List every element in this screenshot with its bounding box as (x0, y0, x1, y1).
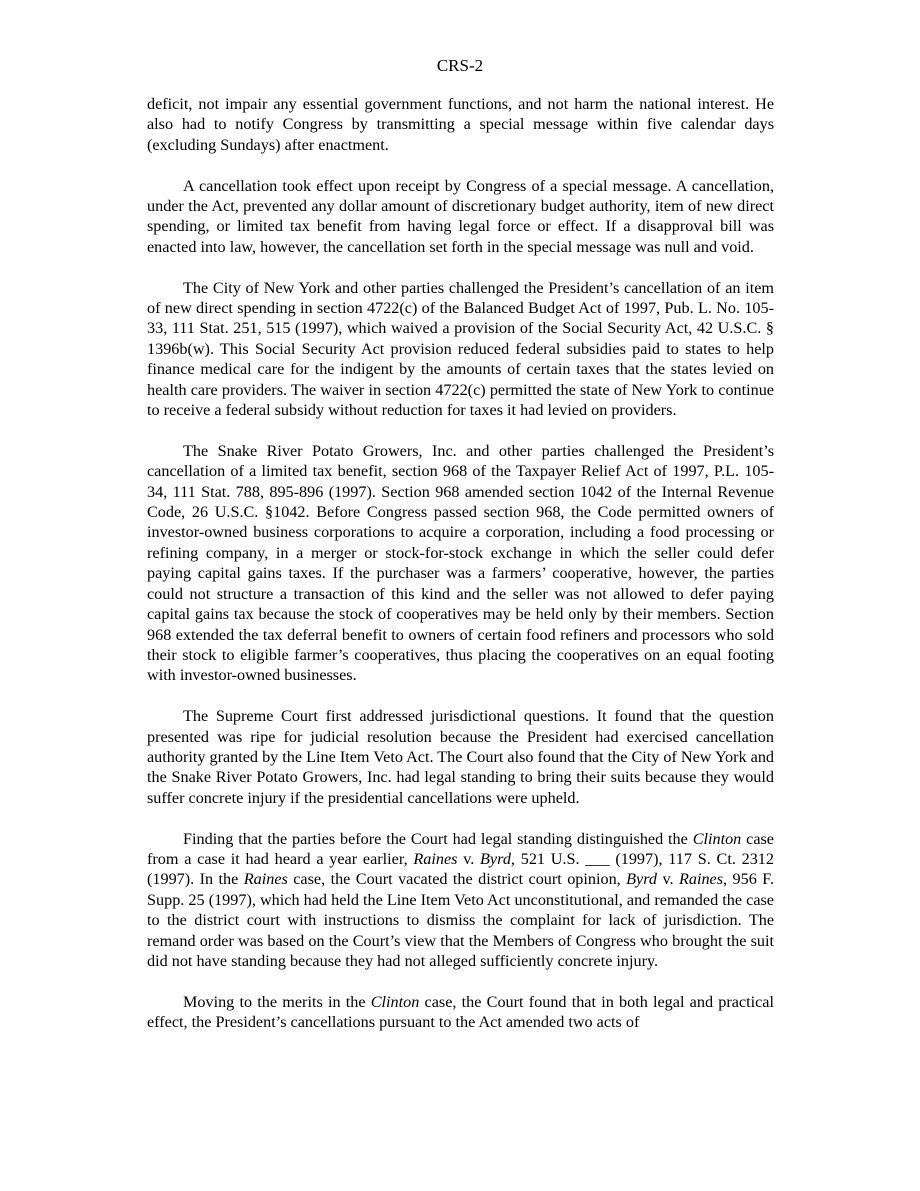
paragraph-6 (147, 829, 774, 972)
text-run: v. (657, 870, 679, 889)
text-run: v. (457, 849, 481, 868)
text-run: case, the Court vacated the district court opinion, (287, 870, 627, 889)
text-run: , 956 F. Supp. 25 (1997), which had held the Line Item Veto Act unconstitutional, and remanded the case to the district court with instructions to dismiss the complaint for lack of jurisdiction. The remand order was based on the Court’s view that the Members of Congress who brought the suit did not have standing because they had not alleged sufficiently concrete injury. (147, 870, 774, 970)
paragraph-2: A cancellation took effect upon receipt by Congress of a special message. A cancellation, under the Act, prevented any dollar amount of discretionary budget authority, item of new direct spending, or limited tax benefit from having legal force or effect. If a disapproval bill was enacted into law, however, the cancellation set forth in the special message was null and void. (147, 176, 774, 256)
paragraph-3: The City of New York and other parties challenged the President’s cancellation of an item of new direct spending in section 4722(c) of the Balanced Budget Act of 1997, Pub. L. No. 105-33, 111 Stat. 251, 515 (1997), which waived a provision of the Social Security Act, 42 U.S.C. § 1396b(w). This Social Security Act provision reduced federal subsidies paid to states to help finance medical care for the indigent by the amounts of certain taxes that the states levied on health care providers. The waiver in section 4722(c) permitted the state of New York to continue to receive a federal subsidy without reduction for taxes it had levied on providers. (147, 278, 774, 420)
text-run: , 521 U.S. ___ (1997), 117 S. Ct. 2312 (1997). In the (147, 849, 774, 889)
case-name: Raines (413, 849, 458, 868)
case-name: Byrd (480, 849, 511, 868)
text-run: case from a case it had heard a year earlier, (147, 829, 774, 868)
case-name: Byrd (626, 870, 658, 889)
paragraph-7 (147, 992, 774, 1033)
paragraph-4: The Snake River Potato Growers, Inc. and other parties challenged the President’s cancellation of a limited tax benefit, section 968 of the Taxpayer Relief Act of 1997, P.L. 105-34, 111 Stat. 788, 895-896 (1997). Section 968 amended section 1042 of the Internal Revenue Code, 26 U.S.C. §1042. Before Congress passed section 968, the Code permitted owners of investor-owned business corporations to acquire a corporation, including a food processing or refining company, in a merger or stock-for-stock exchange in which the seller could defer paying capital gains taxes. If the purchaser was a farmers’ cooperative, however, the parties could not structure a transaction of this kind and the seller was not allowed to defer paying capital gains tax because the stock of cooperatives may be held only by their members. Section 968 extended the tax deferral benefit to owners of certain food refiners and processors who sold their stock to eligible farmer’s cooperatives, thus placing the cooperatives on an equal footing with investor-owned businesses. (147, 441, 774, 685)
case-name: Clinton (692, 829, 742, 848)
text-run: Moving to the merits in the (183, 992, 371, 1011)
page-number-label: CRS-2 (436, 56, 484, 75)
paragraph-5: The Supreme Court first addressed jurisdictional questions. It found that the question presented was ripe for judicial resolution because the President had exercised cancellation authority granted by the Line Item Veto Act. The Court also found that the City of New York and the Snake River Potato Growers, Inc. had legal standing to bring their suits because they would suffer concrete injury if the presidential cancellations were upheld. (147, 707, 775, 807)
text-run: case, the Court found that in both legal and practical effect, the President’s cancellations pursuant to the Act amended two acts of (147, 992, 774, 1032)
paragraph-1: deficit, not impair any essential government functions, and not harm the national interest. He also had to notify Congress by transmitting a special message within five calendar days (excluding Sundays) after enactment. (147, 95, 774, 154)
text-run: Finding that the parties before the Court had legal standing distinguished the (183, 829, 693, 848)
case-name: Clinton (370, 992, 420, 1011)
case-name: Raines (243, 870, 288, 889)
case-name: Raines (678, 870, 724, 889)
page-header (0, 56, 920, 76)
document-body (147, 94, 774, 1033)
